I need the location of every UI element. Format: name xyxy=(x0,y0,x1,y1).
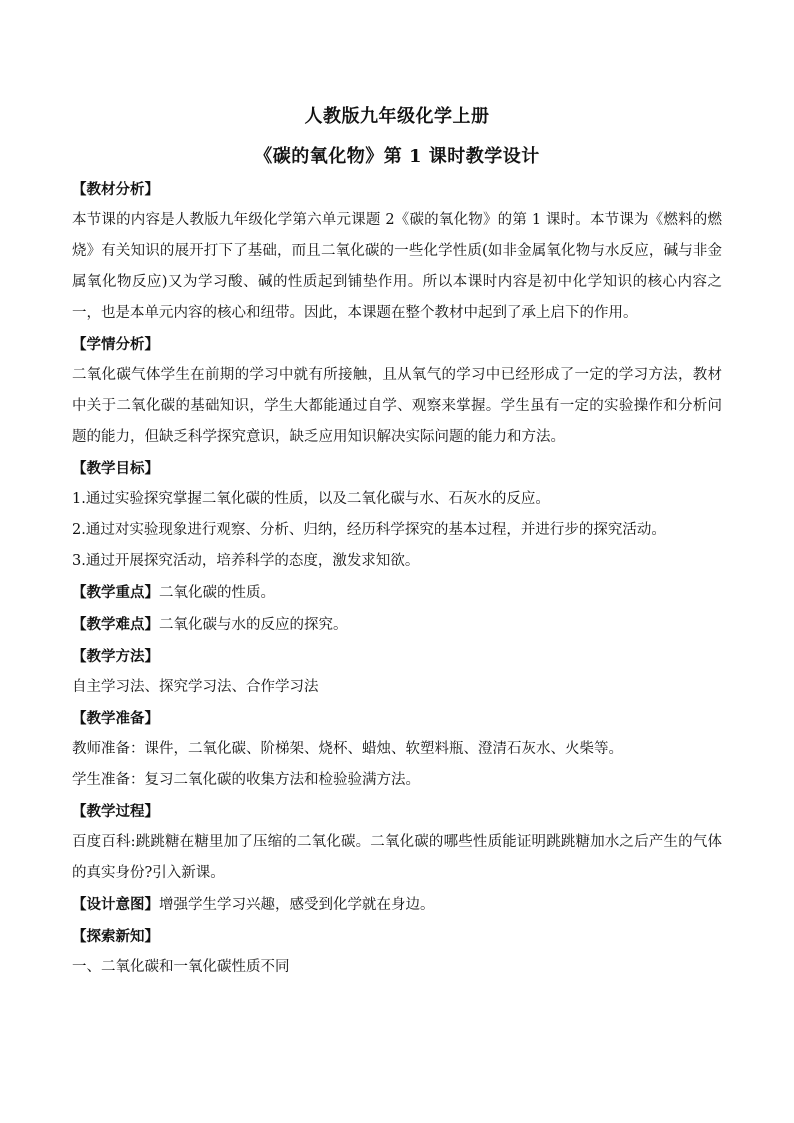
heading-teaching-goals: 【教学目标】 xyxy=(72,460,159,477)
goal-item: 1.通过实验探究掌握二氧化碳的性质，以及二氧化碳与水、石灰水的反应。 xyxy=(72,491,550,507)
goal-item: 2.通过对实验现象进行观察、分析、归纳，经历科学探究的基本过程，并进行步的探究活动。 xyxy=(72,522,666,538)
document-page xyxy=(72,96,722,983)
paragraph-teaching-methods: 自主学习法、探究学习法、合作学习法 xyxy=(72,679,319,695)
document-body xyxy=(72,174,722,983)
heading-design-intent: 【设计意图】 xyxy=(72,896,159,913)
heading-explore-new: 【探索新知】 xyxy=(72,928,159,945)
student-preparation: 学生准备：复习二氧化碳的收集方法和检验验满方法。 xyxy=(72,772,420,788)
heading-textbook-analysis: 【教材分析】 xyxy=(72,181,159,198)
heading-difficulty: 【教学难点】 xyxy=(72,616,159,633)
heading-teaching-methods: 【教学方法】 xyxy=(72,648,159,665)
heading-key-point: 【教学重点】 xyxy=(72,584,159,601)
paragraph-textbook-analysis: 本节课的内容是人教版九年级化学第六单元课题 2《碳的氧化物》的第 1 课时。本节课为《燃料的燃烧》有关知识的展开打下了基础，而且二氧化碳的一些化学性质(如非金属氧化物与水反应，碱与非金属氧化物反应)又为学习酸、碱的性质起到铺垫作用。所以本课时内容是初中化学知识的核心内容之一，也是本单元内容的核心和纽带。因此，本课题在整个教材中起到了承上启下的作用。 xyxy=(72,212,722,321)
difficulty-line xyxy=(72,609,722,641)
difficulty-text: 二氧化碳与水的反应的探究。 xyxy=(159,617,348,633)
heading-teaching-process: 【教学过程】 xyxy=(72,803,159,820)
heading-preparation: 【教学准备】 xyxy=(72,710,159,727)
document-subtitle: 《碳的氧化物》第 1 课时教学设计 xyxy=(254,146,540,167)
goal-item: 3.通过开展探究活动，培养科学的态度，激发求知欲。 xyxy=(72,553,420,569)
key-point-line xyxy=(72,577,722,609)
teacher-preparation: 教师准备：课件，二氧化碳、阶梯架、烧杯、蜡烛、软塑料瓶、澄清石灰水、火柴等。 xyxy=(72,741,623,757)
section-one-title: 一、二氧化碳和一氧化碳性质不同 xyxy=(72,959,290,975)
design-intent-text: 增强学生学习兴趣，感受到化学就在身边。 xyxy=(159,897,435,913)
document-title: 人教版九年级化学上册 xyxy=(304,106,490,127)
heading-student-analysis: 【学情分析】 xyxy=(72,336,159,353)
paragraph-teaching-process: 百度百科:跳跳糖在糖里加了压缩的二氧化碳。二氧化碳的哪些性质能证明跳跳糖加水之后产生的气体的真实身份?引入新课。 xyxy=(72,834,722,881)
key-point-text: 二氧化碳的性质。 xyxy=(159,585,275,601)
design-intent-line xyxy=(72,889,722,921)
paragraph-student-analysis: 二氧化碳气体学生在前期的学习中就有所接触，且从氧气的学习中已经形成了一定的学习方法，教材中关于二氧化碳的基础知识，学生大都能通过自学、观察来掌握。学生虽有一定的实验操作和分析问题的能力，但缺乏科学探究意识，缺乏应用知识解决实际问题的能力和方法。 xyxy=(72,367,722,445)
